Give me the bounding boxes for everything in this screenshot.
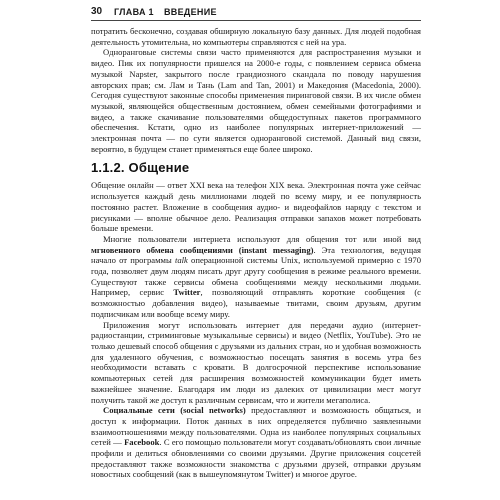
text-run: . Эта технология, ведущая начало от программы [91, 244, 421, 266]
section-heading: 1.1.2. Общение [91, 160, 190, 176]
paragraph-social-networks [91, 405, 421, 480]
term-facebook: Facebook [124, 437, 160, 448]
text-run: предоставляют и возможность общаться, и доступ к информации. Поток данных в них определяется публично заявленными взаимоотношениями между пользователями. Одна из наиболее популярных социальных сетей — [91, 405, 421, 448]
term-twitter: Twitter [173, 287, 201, 298]
paragraph-streaming: Приложения могут использовать интернет для передачи аудио (интернет-радиостанции, стриминговые музыкальные сервисы) и видео (Netflix, YouTube). Это не только дешевый способ общения с друзьями из дальних стран, но и удобная возможность для удаленного обучения, с возможностью посещать занятия в восемь утра без необходимости вставать с кровати. В долгосрочной перспективе использование компьютерных сетей для расширения возможностей коммуникации будет иметь важнейшее значение. Благодаря им люди из далеких от цивилизации мест могут получить такой же доступ к различным сервисам, что и жители мегаполиса. [91, 319, 421, 405]
header-rule [91, 20, 421, 21]
page-body [91, 26, 421, 480]
chapter-title: ВВЕДЕНИЕ [164, 7, 217, 17]
text-run: , позволяющий отправлять короткие сообщения (с возможностью добавления видео), называемые твитами, своим друзьям, другим подписчикам или вообще всему миру. [91, 287, 422, 319]
paragraph-continued: потратить бесконечно, создавая обширную локальную базу данных. Для людей подобная деятельность утомительна, но компьютеры справляются с ней на ура. [91, 26, 421, 47]
running-header [91, 6, 421, 20]
page-number: 30 [91, 6, 103, 17]
paragraph-communication-intro: Общение онлайн — ответ XXI века на телефон XIX века. Электронная почта уже сейчас используется каждый день миллионами людей по всему миру, и ее популярность постоянно растет. Вложение в сообщения аудио- и видеофайлов наряду с текстом и рисунками — вполне обычное дело. Реализация отправки запахов может потребовать больше времени. [91, 180, 421, 234]
chapter-label: ГЛАВА 1 [114, 7, 154, 17]
paragraph-p2p: Одноранговые системы связи часто применяются для распространения музыки и видео. Пик их популярности пришелся на 2000-е годы, с появлением сервиса обмена музыкой Napster, закрытого после грандиозного скандала по поводу нарушения авторских прав; см. Лам и Тань (Lam and Tan, 2001) и Македония (Macedonia, 2000). Сегодня существуют законные способы применения пиринговой связи. В их числе обмен музыкой, являющейся общественным достоянием, обмен семейными фотографиями и видео, а также скачивание пользователями общедоступных пакетов программного обеспечения. Кстати, одно из наиболее популярных интернет-приложений — электронная почта — по сути является одноранговой системой. Данный вид связи, вероятно, в будущем станет применяться еще более широко. [91, 47, 421, 154]
text-run: . С его помощью пользователи могут создавать/обновлять свои личные профили и делиться обновлениями со своими друзьями. Другие приложения соцсетей предоставляют также возможности знакомства с друзьями друзей, отправки друзьям новостных сообщений (как в вышеупомянутом Twitter) и многое другое. [91, 437, 421, 480]
term-instant-messaging: мгновенного обмена сообщениями (instant messaging) [91, 244, 314, 255]
term-talk: talk [174, 255, 188, 266]
text-run: Многие пользователи интернета используют для общения тот или иной вид [103, 233, 421, 244]
paragraph-instant-messaging [91, 234, 421, 320]
text-run: операционной системы Unix, используемой примерно с 1970 года, позволяет двум людям писать друг другу сообщения в режиме реального времени. Существуют также сервисы обмена сообщениями между несколькими людьми. Например, сервис [91, 255, 421, 298]
term-social-networks: Социальные сети (social networks) [103, 405, 246, 416]
